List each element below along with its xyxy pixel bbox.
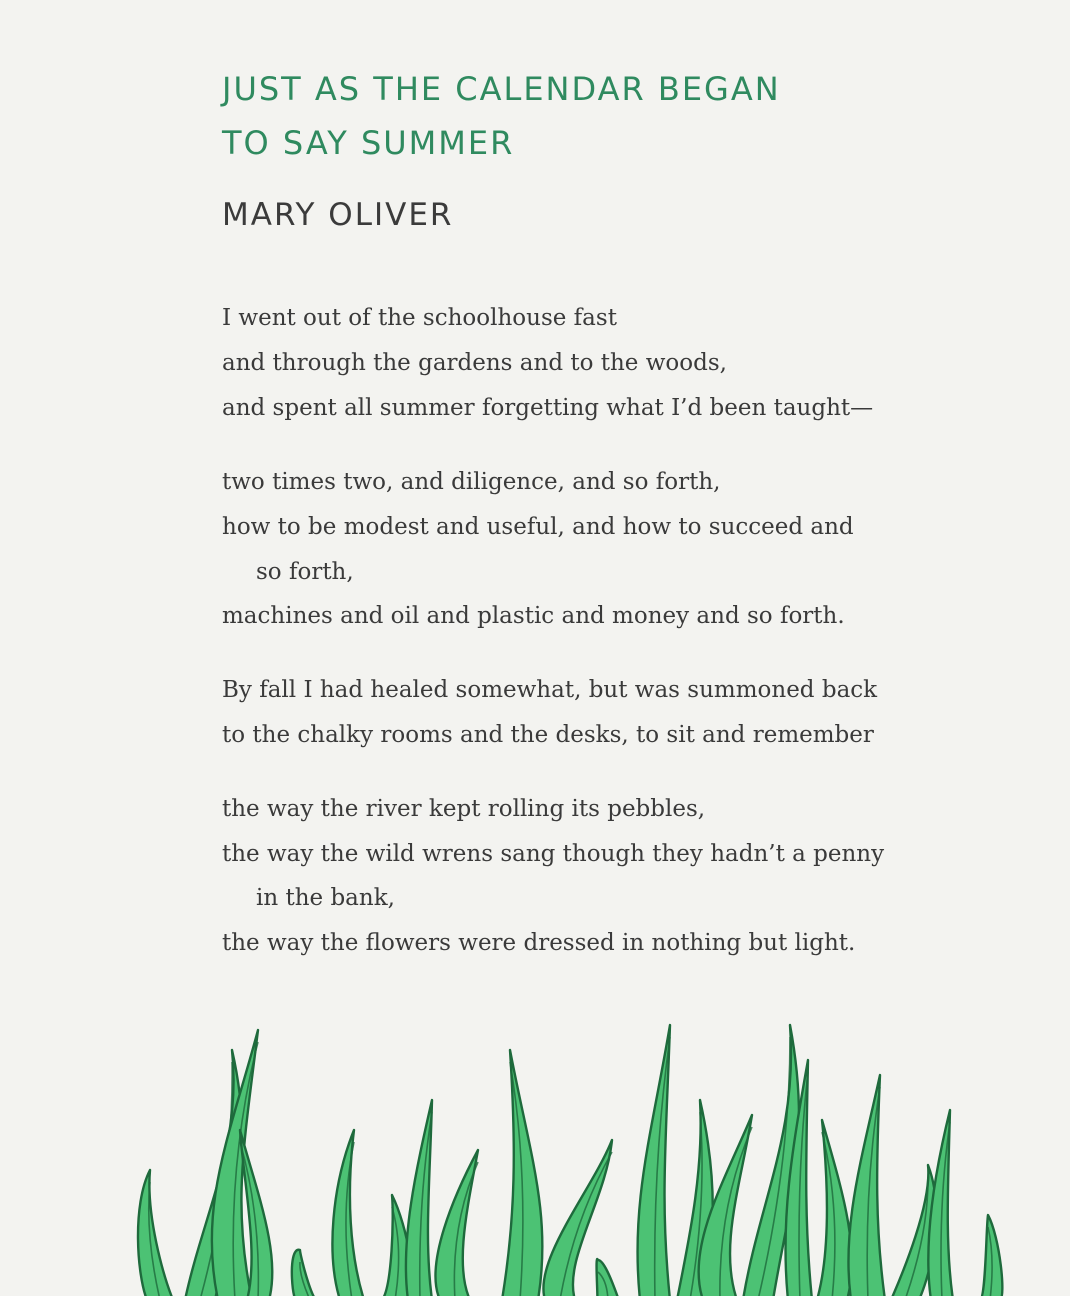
poem-line-continuation: in the bank, [256,885,395,911]
poem-line: the way the wild wrens sang though they hadn’t a penny [222,841,885,867]
grass-blade [637,1025,670,1296]
poem-line: the way the river kept rolling its pebbles, [222,796,706,822]
poem-title-line-1: JUST AS THE CALENDAR BEGAN [222,70,781,108]
poem-title-line-2: TO SAY SUMMER [222,124,515,162]
poem-line: machines and oil and plastic and money and so forth. [222,603,845,629]
poem-line: how to be modest and useful, and how to succeed and [222,514,854,540]
poem-title [222,62,781,170]
grass-blade [596,1259,621,1296]
poem-line: to the chalky rooms and the desks, to sit and remember [222,722,874,748]
grass-blade [406,1100,432,1296]
poem-line-continuation: so forth, [256,559,354,585]
grass-blade [292,1250,321,1296]
grass-blades [138,1025,1002,1296]
poem-line: By fall I had healed somewhat, but was summoned back [222,677,878,703]
poem-line: two times two, and diligence, and so forth, [222,469,721,495]
grass-blade [436,1150,478,1296]
poem-line: I went out of the schoolhouse fast [222,305,617,331]
poem-author: MARY OLIVER [222,197,454,233]
poem-line: the way the flowers were dressed in nothing but light. [222,930,856,956]
poem-line: and spent all summer forgetting what I’d been taught— [222,395,874,421]
grass-illustration-icon [0,1000,1070,1296]
poem-line: and through the gardens and to the woods, [222,350,727,376]
